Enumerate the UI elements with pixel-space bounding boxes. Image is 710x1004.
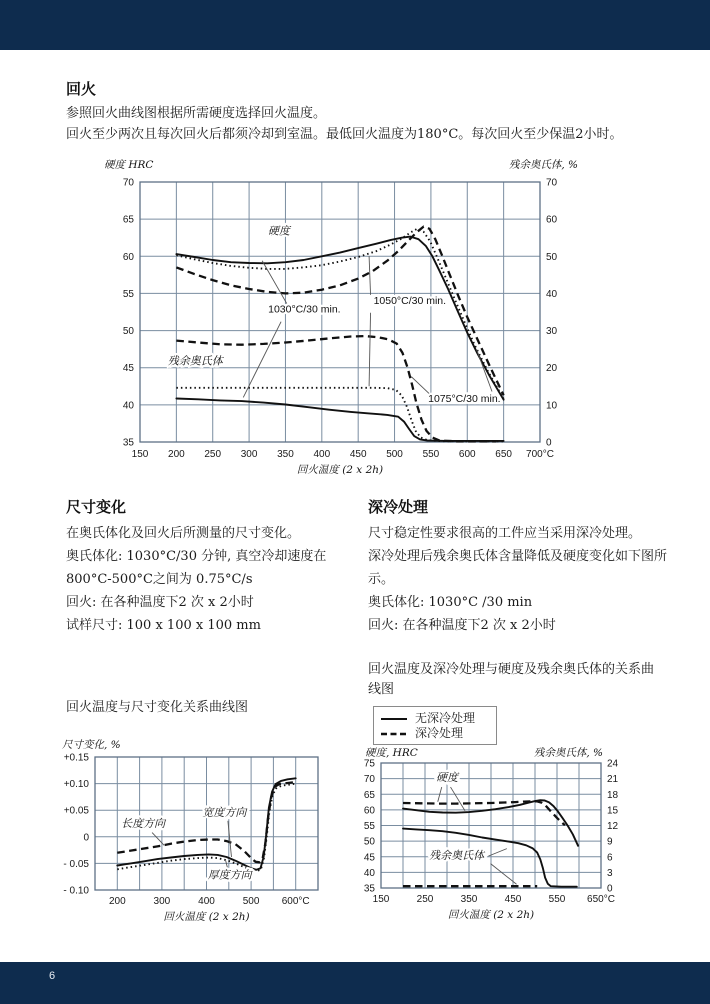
page-number: 6 — [49, 970, 56, 982]
svg-text:尺寸变化, %: 尺寸变化, % — [62, 739, 121, 751]
svg-text:宽度方向: 宽度方向 — [202, 806, 247, 820]
svg-text:厚度方向: 厚度方向 — [207, 868, 252, 882]
svg-text:55: 55 — [122, 288, 134, 300]
section-heading-tempering: 回火 — [66, 81, 97, 98]
cryo-chart-legend — [373, 706, 497, 745]
svg-text:残余奥氏体, %: 残余奥氏体, % — [508, 159, 578, 171]
svg-text:500: 500 — [386, 449, 403, 460]
svg-text:20: 20 — [546, 363, 558, 375]
svg-text:15: 15 — [607, 805, 619, 817]
svg-text:10: 10 — [546, 400, 558, 412]
svg-text:200: 200 — [108, 896, 126, 907]
svg-text:硬度: 硬度 — [267, 224, 290, 238]
tempering-curves-chart — [100, 150, 605, 488]
svg-text:+0.15: +0.15 — [63, 752, 89, 764]
svg-text:21: 21 — [607, 774, 619, 786]
svg-text:50: 50 — [363, 836, 375, 848]
dimension-chart-caption: 回火温度与尺寸变化关系曲线图 — [66, 700, 249, 715]
svg-text:400: 400 — [198, 896, 215, 907]
footer-banner — [0, 962, 710, 1004]
text-line: 奥氏体化: 1030°C/30 分钟, 真空冷却速度在800°C-500°C之间为 0.75°C/s — [66, 549, 327, 587]
svg-text:70: 70 — [546, 177, 558, 189]
legend-item-no-cryo — [380, 711, 490, 726]
svg-text:300: 300 — [153, 896, 171, 907]
svg-text:24: 24 — [607, 758, 619, 770]
svg-text:500: 500 — [242, 896, 260, 907]
svg-text:150: 150 — [131, 449, 149, 460]
dimension-change-text — [66, 522, 366, 637]
svg-text:550: 550 — [422, 449, 440, 460]
svg-text:75: 75 — [363, 758, 375, 770]
legend-item-cryo — [380, 726, 490, 741]
svg-text:1075°C/30 min.: 1075°C/30 min. — [428, 392, 501, 405]
svg-text:40: 40 — [363, 867, 375, 879]
svg-text:250: 250 — [204, 449, 222, 460]
svg-text:50: 50 — [546, 251, 558, 263]
svg-text:300: 300 — [240, 449, 258, 460]
svg-text:40: 40 — [122, 400, 134, 412]
svg-text:600: 600 — [458, 449, 476, 460]
svg-text:150: 150 — [372, 894, 390, 905]
svg-text:55: 55 — [363, 821, 375, 832]
svg-text:3: 3 — [607, 867, 613, 879]
svg-text:长度方向: 长度方向 — [121, 817, 166, 831]
svg-text:+0.05: +0.05 — [63, 805, 89, 817]
svg-text:350: 350 — [460, 894, 478, 905]
dashed-line-icon — [380, 731, 408, 737]
svg-text:残余奥氏体: 残余奥氏体 — [167, 354, 223, 368]
svg-text:硬度, HRC: 硬度, HRC — [365, 747, 418, 759]
svg-text:回火温度 (2 x 2h): 回火温度 (2 x 2h) — [447, 909, 535, 921]
cryogenic-text — [368, 522, 670, 637]
cryogenic-comparison-chart — [363, 746, 690, 938]
text-line: 试样尺寸: 100 x 100 x 100 mm — [66, 618, 261, 633]
text-line: 奥氏体化: 1030°C /30 min — [368, 595, 533, 610]
svg-text:650°C: 650°C — [587, 894, 615, 905]
top-banner — [0, 0, 710, 50]
svg-text:6: 6 — [607, 852, 613, 864]
svg-text:30: 30 — [546, 326, 558, 338]
svg-text:200: 200 — [168, 449, 185, 460]
svg-text:70: 70 — [363, 774, 375, 786]
svg-text:450: 450 — [349, 449, 367, 460]
svg-text:回火温度 (2 x 2h): 回火温度 (2 x 2h) — [163, 911, 250, 923]
svg-text:1030°C/30 min.: 1030°C/30 min. — [268, 303, 341, 316]
svg-text:12: 12 — [607, 821, 619, 832]
svg-text:45: 45 — [122, 363, 134, 375]
svg-text:450: 450 — [504, 894, 522, 905]
svg-text:0: 0 — [546, 437, 552, 449]
svg-text:+0.10: +0.10 — [63, 779, 89, 791]
text-line: 回火: 在各种温度下2 次 x 2小时 — [66, 595, 254, 610]
svg-text:45: 45 — [363, 852, 375, 864]
section-heading-dimension-change: 尺寸变化 — [66, 499, 127, 516]
text-line: 深冷处理后残余奥氏体含量降低及硬度变化如下图所示。 — [368, 549, 668, 587]
tempering-paragraph-2: 回火至少两次且每次回火后都须冷却到室温。最低回火温度为180°C。每次回火至少保温2小时。 — [66, 127, 623, 142]
svg-text:650: 650 — [495, 449, 512, 460]
svg-text:回火温度 (2 x 2h): 回火温度 (2 x 2h) — [296, 464, 384, 476]
svg-text:700°C: 700°C — [526, 449, 554, 460]
svg-text:350: 350 — [277, 449, 294, 460]
text-line: 在奥氏体化及回火后所测量的尺寸变化。 — [66, 526, 301, 541]
section-heading-cryogenic: 深冷处理 — [368, 499, 429, 516]
svg-text:0: 0 — [83, 832, 89, 844]
svg-text:65: 65 — [122, 214, 134, 226]
legend-label: 无深冷处理 — [415, 711, 476, 725]
solid-line-icon — [380, 716, 408, 722]
svg-text:- 0.10: - 0.10 — [63, 885, 89, 897]
svg-text:1050°C/30 min.: 1050°C/30 min. — [373, 294, 447, 307]
tempering-paragraph-1: 参照回火曲线图根据所需硬度选择回火温度。 — [66, 106, 327, 121]
dimension-change-chart — [56, 736, 356, 938]
text-line: 回火: 在各种温度下2 次 x 2小时 — [368, 618, 556, 633]
svg-text:600°C: 600°C — [281, 896, 310, 907]
svg-text:65: 65 — [363, 789, 375, 801]
cryo-chart-caption: 回火温度及深冷处理与硬度及残余奥氏体的关系曲线图 — [368, 662, 655, 697]
svg-text:9: 9 — [607, 836, 613, 848]
svg-text:- 0.05: - 0.05 — [63, 858, 89, 870]
svg-text:50: 50 — [122, 326, 134, 338]
svg-text:硬度: 硬度 — [436, 770, 458, 784]
svg-text:35: 35 — [122, 437, 134, 449]
svg-text:0: 0 — [607, 883, 613, 895]
svg-text:35: 35 — [363, 883, 375, 895]
svg-text:硬度 HRC: 硬度 HRC — [104, 159, 154, 171]
svg-text:60: 60 — [363, 805, 375, 817]
svg-text:残余奥氏体, %: 残余奥氏体, % — [533, 747, 603, 759]
svg-text:60: 60 — [122, 251, 134, 263]
svg-text:60: 60 — [546, 214, 558, 226]
text-line: 尺寸稳定性要求很高的工件应当采用深冷处理。 — [368, 526, 642, 541]
svg-text:40: 40 — [546, 288, 558, 300]
svg-text:250: 250 — [416, 894, 434, 905]
svg-text:70: 70 — [122, 177, 134, 189]
svg-text:残余奥氏体: 残余奥氏体 — [429, 848, 485, 862]
svg-text:550: 550 — [548, 894, 566, 905]
svg-text:18: 18 — [607, 789, 619, 801]
legend-label: 深冷处理 — [415, 726, 464, 740]
svg-text:400: 400 — [313, 449, 331, 460]
